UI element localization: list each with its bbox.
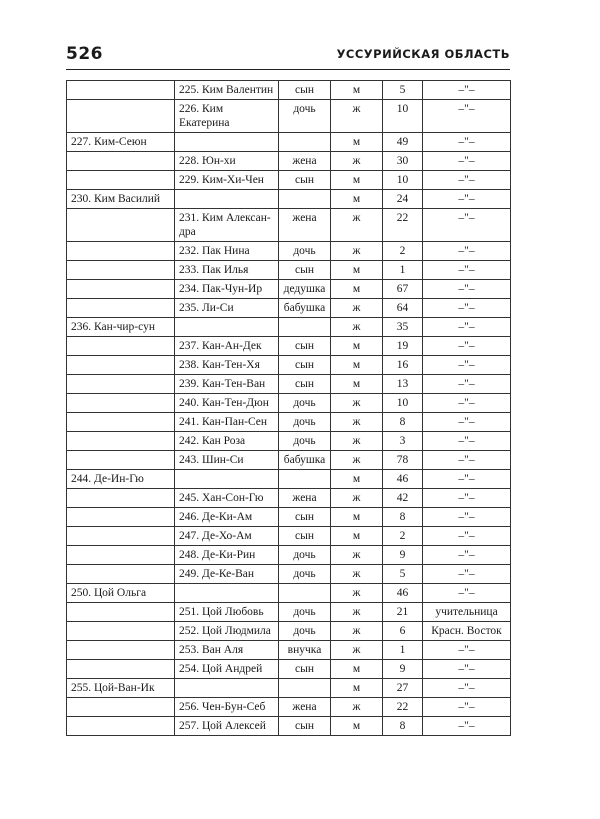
table-row [67, 622, 511, 641]
relation-cell [279, 318, 331, 337]
household-head-cell [67, 299, 175, 318]
household-head-cell: 236. Кан-чир-сун [67, 318, 175, 337]
household-head-cell [67, 394, 175, 413]
relation-cell: дочь [279, 546, 331, 565]
table-row [67, 280, 511, 299]
sex-cell: м [331, 261, 383, 280]
member-name-cell: 238. Кан-Тен-Хя [175, 356, 279, 375]
household-head-cell [67, 356, 175, 375]
relation-cell: сын [279, 375, 331, 394]
member-name-cell: 243. Шин-Си [175, 451, 279, 470]
table-row [67, 546, 511, 565]
household-head-cell [67, 152, 175, 171]
age-cell: 35 [383, 318, 423, 337]
sex-cell: ж [331, 489, 383, 508]
table-row [67, 489, 511, 508]
note-cell: –"– [423, 81, 511, 100]
sex-cell: м [331, 527, 383, 546]
household-head-cell [67, 100, 175, 133]
member-name-cell: 229. Ким-Хи-Чен [175, 171, 279, 190]
age-cell: 6 [383, 622, 423, 641]
table-row [67, 413, 511, 432]
relation-cell: жена [279, 698, 331, 717]
member-name-cell [175, 133, 279, 152]
member-name-cell: 245. Хан-Сон-Гю [175, 489, 279, 508]
household-head-cell [67, 209, 175, 242]
note-cell: –"– [423, 641, 511, 660]
table-row [67, 318, 511, 337]
household-head-cell: 230. Ким Василий [67, 190, 175, 209]
household-head-cell [67, 337, 175, 356]
relation-cell: бабушка [279, 299, 331, 318]
age-cell: 8 [383, 717, 423, 736]
member-name-cell: 235. Ли-Си [175, 299, 279, 318]
age-cell: 3 [383, 432, 423, 451]
age-cell: 46 [383, 584, 423, 603]
note-cell: –"– [423, 470, 511, 489]
note-cell: –"– [423, 375, 511, 394]
relation-cell [279, 679, 331, 698]
household-head-cell [67, 413, 175, 432]
relation-cell: сын [279, 337, 331, 356]
member-name-cell: 233. Пак Илья [175, 261, 279, 280]
table-row [67, 660, 511, 679]
relation-cell: дедушка [279, 280, 331, 299]
household-head-cell [67, 261, 175, 280]
sex-cell: м [331, 375, 383, 394]
table-row [67, 375, 511, 394]
sex-cell: ж [331, 152, 383, 171]
relation-cell: сын [279, 508, 331, 527]
table-row [67, 190, 511, 209]
note-cell: –"– [423, 584, 511, 603]
table-row [67, 299, 511, 318]
sex-cell: м [331, 190, 383, 209]
household-head-cell [67, 375, 175, 394]
page-number: 526 [66, 44, 103, 64]
note-cell: –"– [423, 527, 511, 546]
member-name-cell: 249. Де-Ке-Ван [175, 565, 279, 584]
sex-cell: ж [331, 546, 383, 565]
note-cell: –"– [423, 152, 511, 171]
note-cell: –"– [423, 508, 511, 527]
sex-cell: ж [331, 641, 383, 660]
sex-cell: ж [331, 565, 383, 584]
relation-cell: сын [279, 171, 331, 190]
note-cell: –"– [423, 133, 511, 152]
household-head-cell [67, 171, 175, 190]
note-cell: –"– [423, 565, 511, 584]
note-cell: –"– [423, 717, 511, 736]
table-row [67, 356, 511, 375]
census-table [66, 80, 511, 736]
member-name-cell: 257. Цой Алексей [175, 717, 279, 736]
sex-cell: ж [331, 698, 383, 717]
table-row [67, 527, 511, 546]
member-name-cell: 252. Цой Людмила [175, 622, 279, 641]
member-name-cell: 226. Ким Екатерина [175, 100, 279, 133]
relation-cell: жена [279, 152, 331, 171]
household-head-cell: 250. Цой Ольга [67, 584, 175, 603]
table-row [67, 242, 511, 261]
note-cell: –"– [423, 679, 511, 698]
member-name-cell: 251. Цой Любовь [175, 603, 279, 622]
age-cell: 78 [383, 451, 423, 470]
member-name-cell: 248. Де-Ки-Рин [175, 546, 279, 565]
member-name-cell: 239. Кан-Тен-Ван [175, 375, 279, 394]
relation-cell [279, 190, 331, 209]
age-cell: 9 [383, 660, 423, 679]
sex-cell: м [331, 660, 383, 679]
sex-cell: м [331, 81, 383, 100]
table-row [67, 698, 511, 717]
note-cell: –"– [423, 660, 511, 679]
member-name-cell: 241. Кан-Пан-Сен [175, 413, 279, 432]
note-cell: –"– [423, 337, 511, 356]
sex-cell: м [331, 470, 383, 489]
sex-cell: ж [331, 584, 383, 603]
sex-cell: м [331, 679, 383, 698]
age-cell: 10 [383, 394, 423, 413]
table-row [67, 451, 511, 470]
sex-cell: ж [331, 209, 383, 242]
age-cell: 22 [383, 698, 423, 717]
age-cell: 2 [383, 527, 423, 546]
note-cell: Красн. Восток [423, 622, 511, 641]
note-cell: –"– [423, 280, 511, 299]
table-row [67, 337, 511, 356]
relation-cell: сын [279, 660, 331, 679]
relation-cell: сын [279, 527, 331, 546]
member-name-cell: 231. Ким Алексан-дра [175, 209, 279, 242]
sex-cell: м [331, 337, 383, 356]
relation-cell [279, 133, 331, 152]
note-cell: –"– [423, 698, 511, 717]
household-head-cell: 227. Ким-Сеюн [67, 133, 175, 152]
age-cell: 8 [383, 413, 423, 432]
note-cell: –"– [423, 318, 511, 337]
relation-cell: дочь [279, 432, 331, 451]
household-head-cell [67, 565, 175, 584]
note-cell: –"– [423, 100, 511, 133]
table-row [67, 641, 511, 660]
note-cell: –"– [423, 261, 511, 280]
member-name-cell: 242. Кан Роза [175, 432, 279, 451]
sex-cell: ж [331, 100, 383, 133]
sex-cell: м [331, 356, 383, 375]
age-cell: 2 [383, 242, 423, 261]
member-name-cell: 228. Юн-хи [175, 152, 279, 171]
age-cell: 27 [383, 679, 423, 698]
relation-cell: жена [279, 489, 331, 508]
household-head-cell [67, 527, 175, 546]
table-row [67, 603, 511, 622]
relation-cell: дочь [279, 394, 331, 413]
table-row [67, 81, 511, 100]
relation-cell: дочь [279, 413, 331, 432]
member-name-cell [175, 190, 279, 209]
table-row [67, 584, 511, 603]
sex-cell: м [331, 133, 383, 152]
note-cell: –"– [423, 413, 511, 432]
household-head-cell [67, 641, 175, 660]
sex-cell: ж [331, 622, 383, 641]
age-cell: 19 [383, 337, 423, 356]
sex-cell: ж [331, 432, 383, 451]
table-row [67, 717, 511, 736]
running-title: УССУРИЙСКАЯ ОБЛАСТЬ [336, 47, 510, 61]
sex-cell: м [331, 717, 383, 736]
age-cell: 46 [383, 470, 423, 489]
member-name-cell: 237. Кан-Ан-Дек [175, 337, 279, 356]
note-cell: –"– [423, 432, 511, 451]
relation-cell [279, 470, 331, 489]
sex-cell: м [331, 508, 383, 527]
member-name-cell: 232. Пак Нина [175, 242, 279, 261]
age-cell: 8 [383, 508, 423, 527]
household-head-cell [67, 603, 175, 622]
member-name-cell: 225. Ким Валентин [175, 81, 279, 100]
household-head-cell: 255. Цой-Ван-Ик [67, 679, 175, 698]
household-head-cell [67, 489, 175, 508]
member-name-cell [175, 470, 279, 489]
relation-cell: дочь [279, 242, 331, 261]
household-head-cell [67, 280, 175, 299]
age-cell: 1 [383, 261, 423, 280]
age-cell: 13 [383, 375, 423, 394]
relation-cell: сын [279, 261, 331, 280]
table-row [67, 565, 511, 584]
sex-cell: ж [331, 451, 383, 470]
age-cell: 67 [383, 280, 423, 299]
table-row [67, 432, 511, 451]
relation-cell: дочь [279, 100, 331, 133]
table-row [67, 470, 511, 489]
age-cell: 22 [383, 209, 423, 242]
household-head-cell [67, 81, 175, 100]
note-cell: учительница [423, 603, 511, 622]
relation-cell: дочь [279, 603, 331, 622]
household-head-cell [67, 660, 175, 679]
member-name-cell: 246. Де-Ки-Ам [175, 508, 279, 527]
note-cell: –"– [423, 190, 511, 209]
relation-cell: дочь [279, 622, 331, 641]
sex-cell: ж [331, 394, 383, 413]
relation-cell: сын [279, 81, 331, 100]
household-head-cell: 244. Де-Ин-Гю [67, 470, 175, 489]
relation-cell: дочь [279, 565, 331, 584]
age-cell: 16 [383, 356, 423, 375]
age-cell: 49 [383, 133, 423, 152]
age-cell: 64 [383, 299, 423, 318]
note-cell: –"– [423, 299, 511, 318]
member-name-cell: 240. Кан-Тен-Дюн [175, 394, 279, 413]
household-head-cell [67, 622, 175, 641]
household-head-cell [67, 242, 175, 261]
member-name-cell: 254. Цой Андрей [175, 660, 279, 679]
household-head-cell [67, 508, 175, 527]
age-cell: 42 [383, 489, 423, 508]
table-row [67, 133, 511, 152]
note-cell: –"– [423, 242, 511, 261]
age-cell: 5 [383, 565, 423, 584]
age-cell: 10 [383, 100, 423, 133]
note-cell: –"– [423, 394, 511, 413]
table-row [67, 679, 511, 698]
sex-cell: ж [331, 299, 383, 318]
table-row [67, 261, 511, 280]
member-name-cell: 256. Чен-Бун-Себ [175, 698, 279, 717]
relation-cell: бабушка [279, 451, 331, 470]
header-rule [66, 69, 510, 70]
household-head-cell [67, 698, 175, 717]
household-head-cell [67, 546, 175, 565]
age-cell: 1 [383, 641, 423, 660]
age-cell: 30 [383, 152, 423, 171]
age-cell: 10 [383, 171, 423, 190]
table-row [67, 394, 511, 413]
age-cell: 9 [383, 546, 423, 565]
note-cell: –"– [423, 489, 511, 508]
sex-cell: ж [331, 413, 383, 432]
sex-cell: ж [331, 242, 383, 261]
table-row [67, 171, 511, 190]
table-row [67, 209, 511, 242]
member-name-cell: 253. Ван Аля [175, 641, 279, 660]
member-name-cell [175, 318, 279, 337]
relation-cell: жена [279, 209, 331, 242]
age-cell: 5 [383, 81, 423, 100]
sex-cell: ж [331, 603, 383, 622]
table-row [67, 100, 511, 133]
note-cell: –"– [423, 171, 511, 190]
relation-cell [279, 584, 331, 603]
household-head-cell [67, 432, 175, 451]
member-name-cell [175, 679, 279, 698]
age-cell: 24 [383, 190, 423, 209]
household-head-cell [67, 451, 175, 470]
relation-cell: сын [279, 717, 331, 736]
table-row [67, 508, 511, 527]
sex-cell: м [331, 280, 383, 299]
note-cell: –"– [423, 546, 511, 565]
note-cell: –"– [423, 209, 511, 242]
age-cell: 21 [383, 603, 423, 622]
page-header [66, 44, 510, 68]
member-name-cell: 247. Де-Хо-Ам [175, 527, 279, 546]
member-name-cell: 234. Пак-Чун-Ир [175, 280, 279, 299]
relation-cell: внучка [279, 641, 331, 660]
note-cell: –"– [423, 451, 511, 470]
sex-cell: м [331, 171, 383, 190]
relation-cell: сын [279, 356, 331, 375]
household-head-cell [67, 717, 175, 736]
member-name-cell [175, 584, 279, 603]
note-cell: –"– [423, 356, 511, 375]
table-row [67, 152, 511, 171]
sex-cell: ж [331, 318, 383, 337]
